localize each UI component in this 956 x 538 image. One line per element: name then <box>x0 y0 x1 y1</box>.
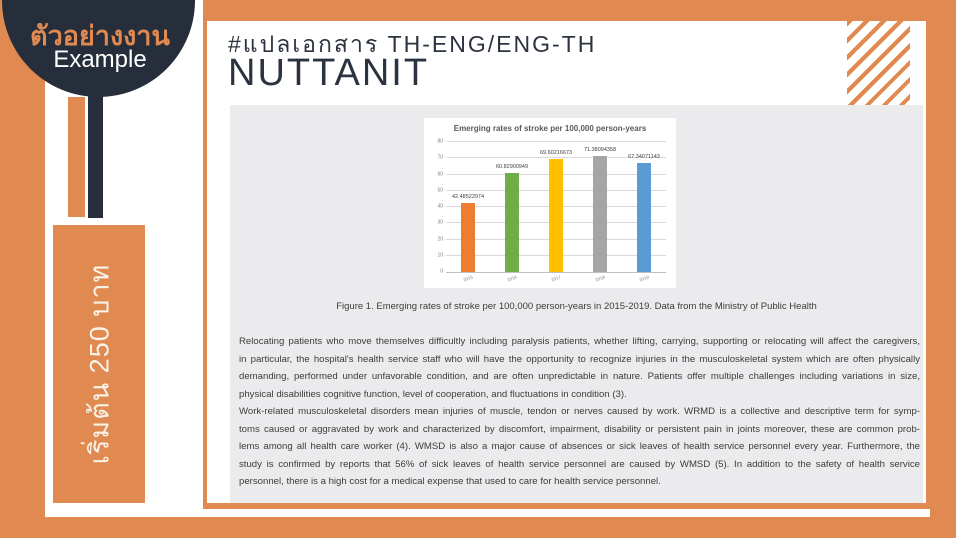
bar-slot <box>446 142 490 283</box>
x-axis-label: 2015 <box>462 274 474 283</box>
price-tag-label: เริ่มต้น 250 บาท <box>84 263 115 465</box>
y-axis-tick: 50 <box>437 187 443 194</box>
x-axis-label: 2017 <box>550 274 562 283</box>
y-axis-tick: 40 <box>437 203 443 210</box>
bar-2015 <box>461 203 475 272</box>
y-axis-tick: 10 <box>437 252 443 259</box>
text-line: in particular, the hospital's health service staff who will have the opportunity to recognize injuries in the musculoskeletal system which are often physically <box>239 353 920 365</box>
y-axis-tick: 20 <box>437 236 443 242</box>
price-tag-box <box>53 225 145 503</box>
text-line: Work-related musculoskeletal disorders mean injuries of muscle, tendon or nerves caused by work. WRMD is a collective and descriptive term for symp- <box>239 406 920 417</box>
bar-value-label: 60.82900949 <box>495 164 529 171</box>
x-axis-label: 2019 <box>638 274 650 283</box>
bar-slot <box>490 142 534 283</box>
text-line: study is confirmed by reports that 56% of sick leaves of health service personnel are caused by WMSD (5). In addition to the safety of health service <box>239 458 920 470</box>
text-line: personnel, there is a high cost for a medical expense that used to care for health service personnel. <box>239 476 661 487</box>
badge-title-thai: ตัวอย่างงาน <box>30 21 170 51</box>
accent-bar <box>68 97 85 217</box>
bottom-white-line <box>45 509 930 517</box>
bar-slot <box>534 142 578 283</box>
bar-value-label: 71.38094358 <box>583 147 617 154</box>
chart-bars <box>446 142 666 283</box>
chart-title: Emerging rates of stroke per 100,000 person-years <box>453 124 647 133</box>
bar-2019 <box>637 163 651 272</box>
y-axis-tick: 60 <box>437 171 443 177</box>
y-axis-tick: 0 <box>440 268 443 275</box>
bar-slot <box>578 142 622 283</box>
x-axis-label: 2016 <box>506 274 518 283</box>
text-line: Relocating patients who move themselves difficultly including paralysis patients, whether lifting, carrying, supporting or relocating will affect the caregivers, <box>239 336 920 347</box>
y-axis-tick: 80 <box>437 138 443 145</box>
badge-title-english: Example <box>53 46 147 73</box>
y-axis-tick: 70 <box>437 154 443 161</box>
bar-value-label: 67.34071143 <box>628 153 660 160</box>
bar-value-label: 42.48522974 <box>451 193 485 200</box>
page-title-name: NUTTANIT <box>228 52 430 94</box>
body-text <box>239 333 920 491</box>
text-line: physical disabilities cognitive function, level of cooperation, and fluctuations in condition (3). <box>239 388 627 400</box>
bar-2017 <box>549 159 563 272</box>
y-axis-tick: 30 <box>437 219 443 226</box>
text-line: lems among all health care worker (4). WMSD is also a major cause of absences or sick leaves of health service personnel every year. Furthermore, the <box>239 441 920 452</box>
chart-card <box>424 118 676 288</box>
text-line: toms caused or aggravated by work and characterized by discomfort, impairment, disability or persistent pain in joints moreover, these are common prob- <box>239 423 920 435</box>
bar-2016 <box>505 173 519 272</box>
bar-2018 <box>593 156 607 272</box>
figure-caption: Figure 1. Emerging rates of stroke per 100,000 person-years in 2015-2019. Data from the Ministry of Public Health <box>336 301 817 312</box>
bar-value-label: 69.60216673 <box>539 149 573 156</box>
page-title-hashtag: #แปลเอกสาร TH-ENG/ENG-TH <box>228 31 597 57</box>
text-line: demanding, performed under unfavorable condition, and are often unpredictable in nature. Patients offer multiple challenges including variations in size, <box>239 371 920 382</box>
x-axis-label: 2018 <box>594 274 606 283</box>
badge-stem <box>88 90 103 218</box>
chart-plot-area <box>437 138 666 283</box>
bar-slot <box>622 142 666 283</box>
